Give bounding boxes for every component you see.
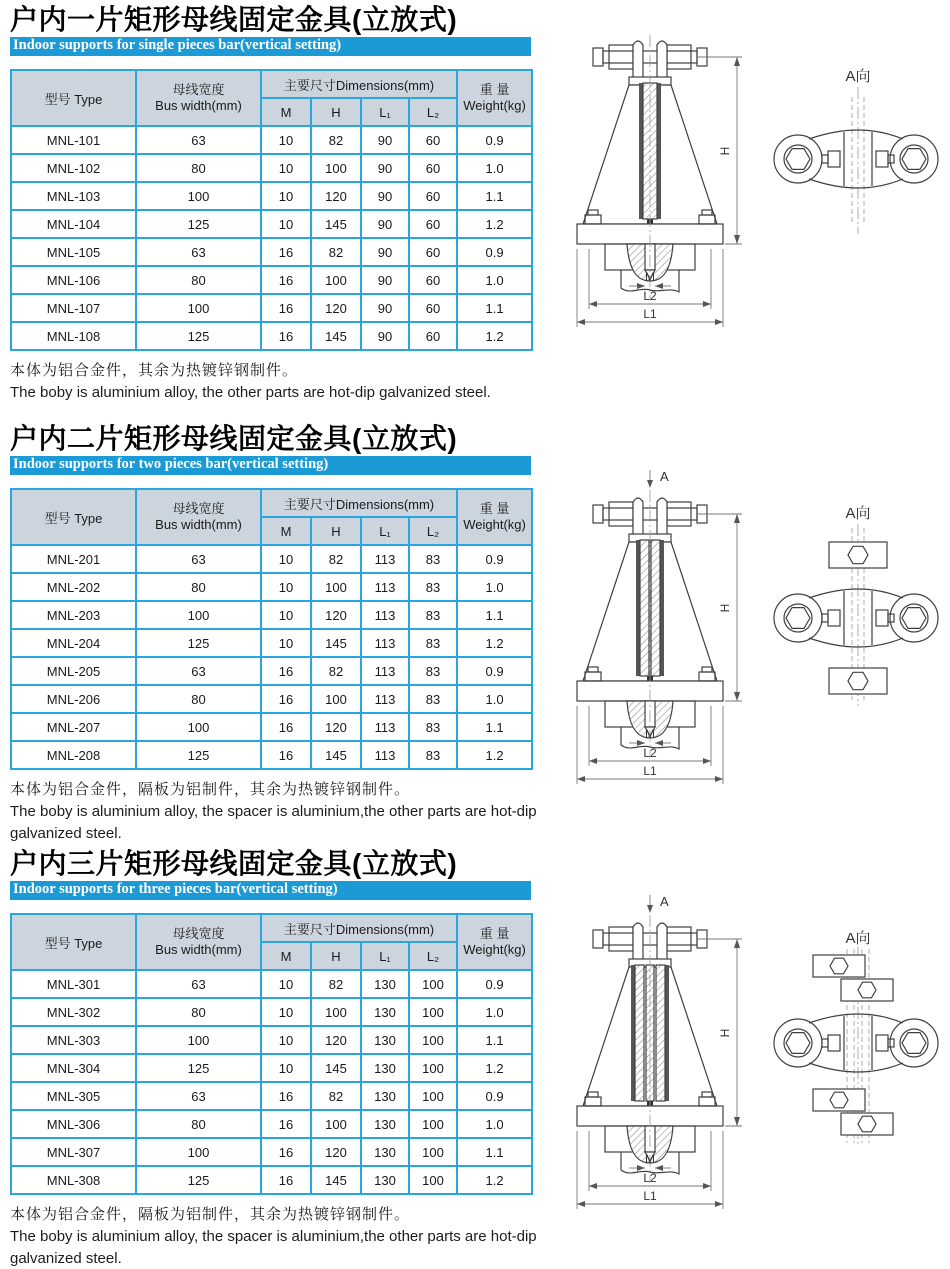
table-row (11, 294, 532, 322)
cell-h: 82 (311, 238, 361, 266)
cell-l1: 113 (361, 545, 409, 573)
table-row (11, 266, 532, 294)
cell-l1: 130 (361, 1138, 409, 1166)
cell-l1: 130 (361, 1166, 409, 1194)
table-row (11, 970, 532, 998)
cell-h: 145 (311, 741, 361, 769)
cell-bus-width: 100 (136, 294, 261, 322)
col-weight-zh: 重 量 (479, 81, 510, 97)
cell-m: 10 (261, 970, 311, 998)
table-row (11, 126, 532, 154)
cell-h: 145 (311, 210, 361, 238)
cell-m: 16 (261, 1082, 311, 1110)
section-banner-en: Indoor supports for single pieces bar(vertical setting) (10, 37, 531, 56)
cell-bus-width: 80 (136, 266, 261, 294)
cell-l1: 90 (361, 182, 409, 210)
col-l2: L₂ (409, 517, 457, 545)
col-weight-zh: 重 量 (479, 500, 510, 516)
note-en: The boby is aluminium alloy, the spacer is aluminium,the other parts are hot-dip galvanized steel. (10, 1227, 537, 1267)
cell-type: MNL-307 (11, 1138, 136, 1166)
cell-bus-width: 100 (136, 1026, 261, 1054)
cell-weight: 0.9 (457, 126, 532, 154)
cell-bus-width: 100 (136, 1138, 261, 1166)
cell-m: 16 (261, 1138, 311, 1166)
cell-h: 145 (311, 1054, 361, 1082)
note-zh: 本体为铝合金件，隔板为铝制件，其余为热镀锌钢制件。 (10, 1206, 411, 1224)
dim-label-l2: L2 (643, 746, 657, 760)
cell-m: 10 (261, 154, 311, 182)
technical-drawing-three (545, 893, 950, 1213)
cell-l2: 100 (409, 1166, 457, 1194)
table-body (11, 970, 532, 1194)
material-notes (10, 779, 538, 844)
cell-weight: 1.1 (457, 294, 532, 322)
table-row (11, 1138, 532, 1166)
col-h: H (311, 517, 361, 545)
section-two-pieces (10, 424, 945, 844)
cell-l1: 130 (361, 1082, 409, 1110)
col-bus-width (136, 489, 261, 545)
cell-type: MNL-305 (11, 1082, 136, 1110)
note-zh: 本体为铝合金件，隔板为铝制件，其余为热镀锌钢制件。 (10, 781, 411, 799)
cell-bus-width: 100 (136, 713, 261, 741)
dim-label-l1: L1 (643, 307, 657, 321)
cell-l1: 90 (361, 238, 409, 266)
cell-weight: 1.2 (457, 741, 532, 769)
col-l1: L₁ (361, 98, 409, 126)
cell-m: 16 (261, 1166, 311, 1194)
cell-h: 100 (311, 154, 361, 182)
cell-type: MNL-201 (11, 545, 136, 573)
cell-l2: 100 (409, 998, 457, 1026)
table-header (11, 70, 532, 126)
col-bus-width-zh: 母线宽度 (172, 500, 225, 516)
cell-bus-width: 63 (136, 126, 261, 154)
col-m: M (261, 942, 311, 970)
cell-m: 10 (261, 1054, 311, 1082)
material-notes (10, 360, 538, 404)
cell-bus-width: 80 (136, 154, 261, 182)
cell-weight: 1.2 (457, 1054, 532, 1082)
col-l1: L₁ (361, 517, 409, 545)
cell-l2: 100 (409, 1138, 457, 1166)
cell-weight: 1.2 (457, 629, 532, 657)
col-bus-width (136, 70, 261, 126)
cell-l2: 60 (409, 154, 457, 182)
main-view (577, 490, 723, 758)
table-row (11, 545, 532, 573)
main-view (577, 915, 723, 1183)
cell-l2: 83 (409, 657, 457, 685)
cell-type: MNL-207 (11, 713, 136, 741)
cell-bus-width: 125 (136, 741, 261, 769)
cell-bus-width: 63 (136, 545, 261, 573)
dim-label-m: M (645, 727, 655, 741)
table-row (11, 713, 532, 741)
dim-label-h: H (718, 1028, 732, 1038)
cell-h: 100 (311, 1110, 361, 1138)
cell-bus-width: 63 (136, 657, 261, 685)
cell-m: 10 (261, 601, 311, 629)
table-row (11, 1110, 532, 1138)
cell-m: 16 (261, 741, 311, 769)
cell-bus-width: 63 (136, 970, 261, 998)
section-arrow (647, 469, 669, 488)
table-row (11, 1026, 532, 1054)
section-three-pieces (10, 849, 945, 1269)
cell-l2: 60 (409, 294, 457, 322)
cell-bus-width: 125 (136, 322, 261, 350)
cell-bus-width: 125 (136, 1166, 261, 1194)
dim-label-h: H (718, 603, 732, 613)
cell-weight: 0.9 (457, 1082, 532, 1110)
col-dimensions: 主要尺寸Dimensions(mm) (261, 489, 457, 517)
cell-h: 120 (311, 713, 361, 741)
table-row (11, 741, 532, 769)
cell-m: 16 (261, 685, 311, 713)
col-weight (457, 489, 532, 545)
view-a-label: A向 (845, 68, 871, 85)
cell-m: 16 (261, 713, 311, 741)
cell-m: 16 (261, 266, 311, 294)
cell-l1: 113 (361, 713, 409, 741)
col-weight-zh: 重 量 (479, 925, 510, 941)
note-en: The boby is aluminium alloy, the other parts are hot-dip galvanized steel. (10, 383, 491, 401)
cell-type: MNL-204 (11, 629, 136, 657)
cell-type: MNL-102 (11, 154, 136, 182)
cell-m: 16 (261, 657, 311, 685)
table-row (11, 182, 532, 210)
cell-l1: 130 (361, 1110, 409, 1138)
cell-bus-width: 100 (136, 601, 261, 629)
cell-l2: 60 (409, 238, 457, 266)
cell-bus-width: 63 (136, 1082, 261, 1110)
table-row (11, 210, 532, 238)
cell-type: MNL-208 (11, 741, 136, 769)
cell-type: MNL-108 (11, 322, 136, 350)
cell-m: 10 (261, 545, 311, 573)
table-row (11, 629, 532, 657)
col-l1: L₁ (361, 942, 409, 970)
cell-l1: 90 (361, 294, 409, 322)
cell-h: 120 (311, 294, 361, 322)
col-bus-width-zh: 母线宽度 (172, 81, 225, 97)
cell-l1: 90 (361, 210, 409, 238)
cell-l1: 113 (361, 657, 409, 685)
spec-table (10, 488, 533, 770)
cell-weight: 1.1 (457, 182, 532, 210)
cell-bus-width: 125 (136, 1054, 261, 1082)
material-notes (10, 1204, 538, 1269)
cell-type: MNL-101 (11, 126, 136, 154)
cell-m: 16 (261, 238, 311, 266)
cell-weight: 1.1 (457, 713, 532, 741)
cell-m: 10 (261, 998, 311, 1026)
col-bus-width-en: Bus width(mm) (155, 517, 242, 533)
cell-bus-width: 80 (136, 998, 261, 1026)
cell-l1: 90 (361, 322, 409, 350)
col-type: 型号 Type (11, 70, 136, 126)
cell-m: 16 (261, 322, 311, 350)
col-dimensions: 主要尺寸Dimensions(mm) (261, 914, 457, 942)
table-row (11, 1082, 532, 1110)
cell-l2: 60 (409, 126, 457, 154)
col-l2: L₂ (409, 942, 457, 970)
table-row (11, 154, 532, 182)
cell-bus-width: 63 (136, 238, 261, 266)
col-bus-width (136, 914, 261, 970)
table-body (11, 126, 532, 350)
cell-h: 145 (311, 629, 361, 657)
cell-l1: 90 (361, 266, 409, 294)
table-row (11, 238, 532, 266)
cell-l2: 100 (409, 1110, 457, 1138)
cell-type: MNL-301 (11, 970, 136, 998)
cell-l1: 130 (361, 970, 409, 998)
main-view (577, 35, 723, 301)
cell-type: MNL-306 (11, 1110, 136, 1138)
cell-l2: 60 (409, 266, 457, 294)
cell-weight: 1.2 (457, 322, 532, 350)
cell-type: MNL-205 (11, 657, 136, 685)
table-row (11, 601, 532, 629)
col-l2: L₂ (409, 98, 457, 126)
col-dimensions: 主要尺寸Dimensions(mm) (261, 70, 457, 98)
cell-l2: 100 (409, 970, 457, 998)
section-title-zh: 户内二片矩形母线固定金具(立放式) (10, 423, 458, 454)
table-body (11, 545, 532, 769)
cell-m: 10 (261, 126, 311, 154)
cell-weight: 0.9 (457, 238, 532, 266)
section-banner-en: Indoor supports for two pieces bar(vertical setting) (10, 456, 531, 475)
cell-h: 82 (311, 657, 361, 685)
cell-l2: 100 (409, 1054, 457, 1082)
table-row (11, 685, 532, 713)
cell-h: 120 (311, 601, 361, 629)
col-bus-width-zh: 母线宽度 (172, 925, 225, 941)
cell-type: MNL-106 (11, 266, 136, 294)
cell-h: 100 (311, 685, 361, 713)
cell-h: 145 (311, 1166, 361, 1194)
table-row (11, 1166, 532, 1194)
cell-h: 100 (311, 998, 361, 1026)
cell-h: 82 (311, 545, 361, 573)
cell-weight: 1.1 (457, 1026, 532, 1054)
cell-l1: 113 (361, 601, 409, 629)
cell-weight: 1.0 (457, 154, 532, 182)
section-single-piece (10, 5, 945, 404)
col-weight-en: Weight(kg) (463, 942, 526, 958)
table-row (11, 1054, 532, 1082)
side-view-a (774, 68, 938, 234)
cell-type: MNL-206 (11, 685, 136, 713)
cell-l2: 60 (409, 322, 457, 350)
cell-type: MNL-304 (11, 1054, 136, 1082)
side-view-a (774, 505, 938, 706)
dim-label-l2: L2 (643, 1171, 657, 1185)
table-row (11, 573, 532, 601)
note-zh: 本体为铝合金件，其余为热镀锌钢制件。 (10, 362, 299, 380)
cell-m: 16 (261, 1110, 311, 1138)
section-banner-en: Indoor supports for three pieces bar(vertical setting) (10, 881, 531, 900)
cell-l1: 90 (361, 154, 409, 182)
cell-type: MNL-103 (11, 182, 136, 210)
cell-l1: 130 (361, 1026, 409, 1054)
col-weight-en: Weight(kg) (463, 517, 526, 533)
col-type: 型号 Type (11, 914, 136, 970)
cell-m: 16 (261, 294, 311, 322)
table-row (11, 322, 532, 350)
cell-l2: 100 (409, 1026, 457, 1054)
dim-label-m: M (645, 270, 655, 284)
cell-weight: 1.0 (457, 998, 532, 1026)
cell-type: MNL-105 (11, 238, 136, 266)
technical-drawing-single (545, 29, 950, 349)
dim-label-l2: L2 (643, 289, 657, 303)
table-row (11, 998, 532, 1026)
cell-h: 82 (311, 970, 361, 998)
col-type: 型号 Type (11, 489, 136, 545)
cell-bus-width: 80 (136, 685, 261, 713)
cell-weight: 1.0 (457, 685, 532, 713)
cell-weight: 1.1 (457, 1138, 532, 1166)
cell-type: MNL-308 (11, 1166, 136, 1194)
cell-type: MNL-107 (11, 294, 136, 322)
col-bus-width-en: Bus width(mm) (155, 942, 242, 958)
cell-l2: 83 (409, 629, 457, 657)
cell-l1: 130 (361, 1054, 409, 1082)
cell-bus-width: 80 (136, 1110, 261, 1138)
spec-table (10, 69, 533, 351)
side-view-a (774, 930, 938, 1147)
cell-weight: 1.1 (457, 601, 532, 629)
section-arrow (647, 894, 669, 913)
cell-bus-width: 125 (136, 210, 261, 238)
cell-l2: 100 (409, 1082, 457, 1110)
cell-l1: 90 (361, 126, 409, 154)
col-m: M (261, 517, 311, 545)
dim-label-h: H (718, 146, 732, 156)
col-weight (457, 70, 532, 126)
cell-l2: 83 (409, 741, 457, 769)
section-title-zh: 户内三片矩形母线固定金具(立放式) (10, 848, 458, 879)
cell-h: 120 (311, 1026, 361, 1054)
col-weight-en: Weight(kg) (463, 98, 526, 114)
col-h: H (311, 98, 361, 126)
cell-weight: 0.9 (457, 657, 532, 685)
view-a-label: A向 (845, 930, 871, 947)
cell-weight: 1.0 (457, 1110, 532, 1138)
cell-weight: 1.2 (457, 210, 532, 238)
cell-weight: 0.9 (457, 970, 532, 998)
cell-type: MNL-203 (11, 601, 136, 629)
cell-weight: 0.9 (457, 545, 532, 573)
cell-l2: 83 (409, 573, 457, 601)
view-a-label: A向 (845, 505, 871, 522)
cell-bus-width: 125 (136, 629, 261, 657)
cell-h: 120 (311, 1138, 361, 1166)
cell-type: MNL-202 (11, 573, 136, 601)
cell-l2: 83 (409, 545, 457, 573)
cell-m: 10 (261, 573, 311, 601)
cell-l2: 83 (409, 713, 457, 741)
cell-m: 10 (261, 210, 311, 238)
dim-label-l1: L1 (643, 1189, 657, 1203)
cell-h: 100 (311, 266, 361, 294)
cell-weight: 1.2 (457, 1166, 532, 1194)
cell-weight: 1.0 (457, 266, 532, 294)
section-arrow-label: A (660, 469, 669, 484)
cell-h: 100 (311, 573, 361, 601)
cell-l2: 60 (409, 182, 457, 210)
technical-drawing-two (545, 468, 950, 788)
cell-l2: 83 (409, 601, 457, 629)
cell-m: 10 (261, 629, 311, 657)
cell-l1: 113 (361, 573, 409, 601)
dim-label-m: M (645, 1152, 655, 1166)
cell-m: 10 (261, 182, 311, 210)
table-header (11, 914, 532, 970)
col-m: M (261, 98, 311, 126)
col-h: H (311, 942, 361, 970)
spec-table (10, 913, 533, 1195)
section-title-zh: 户内一片矩形母线固定金具(立放式) (10, 4, 458, 35)
cell-h: 120 (311, 182, 361, 210)
cell-h: 82 (311, 126, 361, 154)
cell-l1: 130 (361, 998, 409, 1026)
cell-bus-width: 80 (136, 573, 261, 601)
cell-l2: 83 (409, 685, 457, 713)
cell-l1: 113 (361, 741, 409, 769)
cell-l2: 60 (409, 210, 457, 238)
note-en: The boby is aluminium alloy, the spacer is aluminium,the other parts are hot-dip galvanized steel. (10, 802, 537, 842)
cell-type: MNL-104 (11, 210, 136, 238)
col-bus-width-en: Bus width(mm) (155, 98, 242, 114)
table-row (11, 657, 532, 685)
cell-l1: 113 (361, 629, 409, 657)
cell-weight: 1.0 (457, 573, 532, 601)
cell-h: 145 (311, 322, 361, 350)
cell-h: 82 (311, 1082, 361, 1110)
dim-label-l1: L1 (643, 764, 657, 778)
section-arrow-label: A (660, 894, 669, 909)
cell-bus-width: 100 (136, 182, 261, 210)
table-header (11, 489, 532, 545)
cell-type: MNL-302 (11, 998, 136, 1026)
cell-l1: 113 (361, 685, 409, 713)
cell-type: MNL-303 (11, 1026, 136, 1054)
col-weight (457, 914, 532, 970)
cell-m: 10 (261, 1026, 311, 1054)
